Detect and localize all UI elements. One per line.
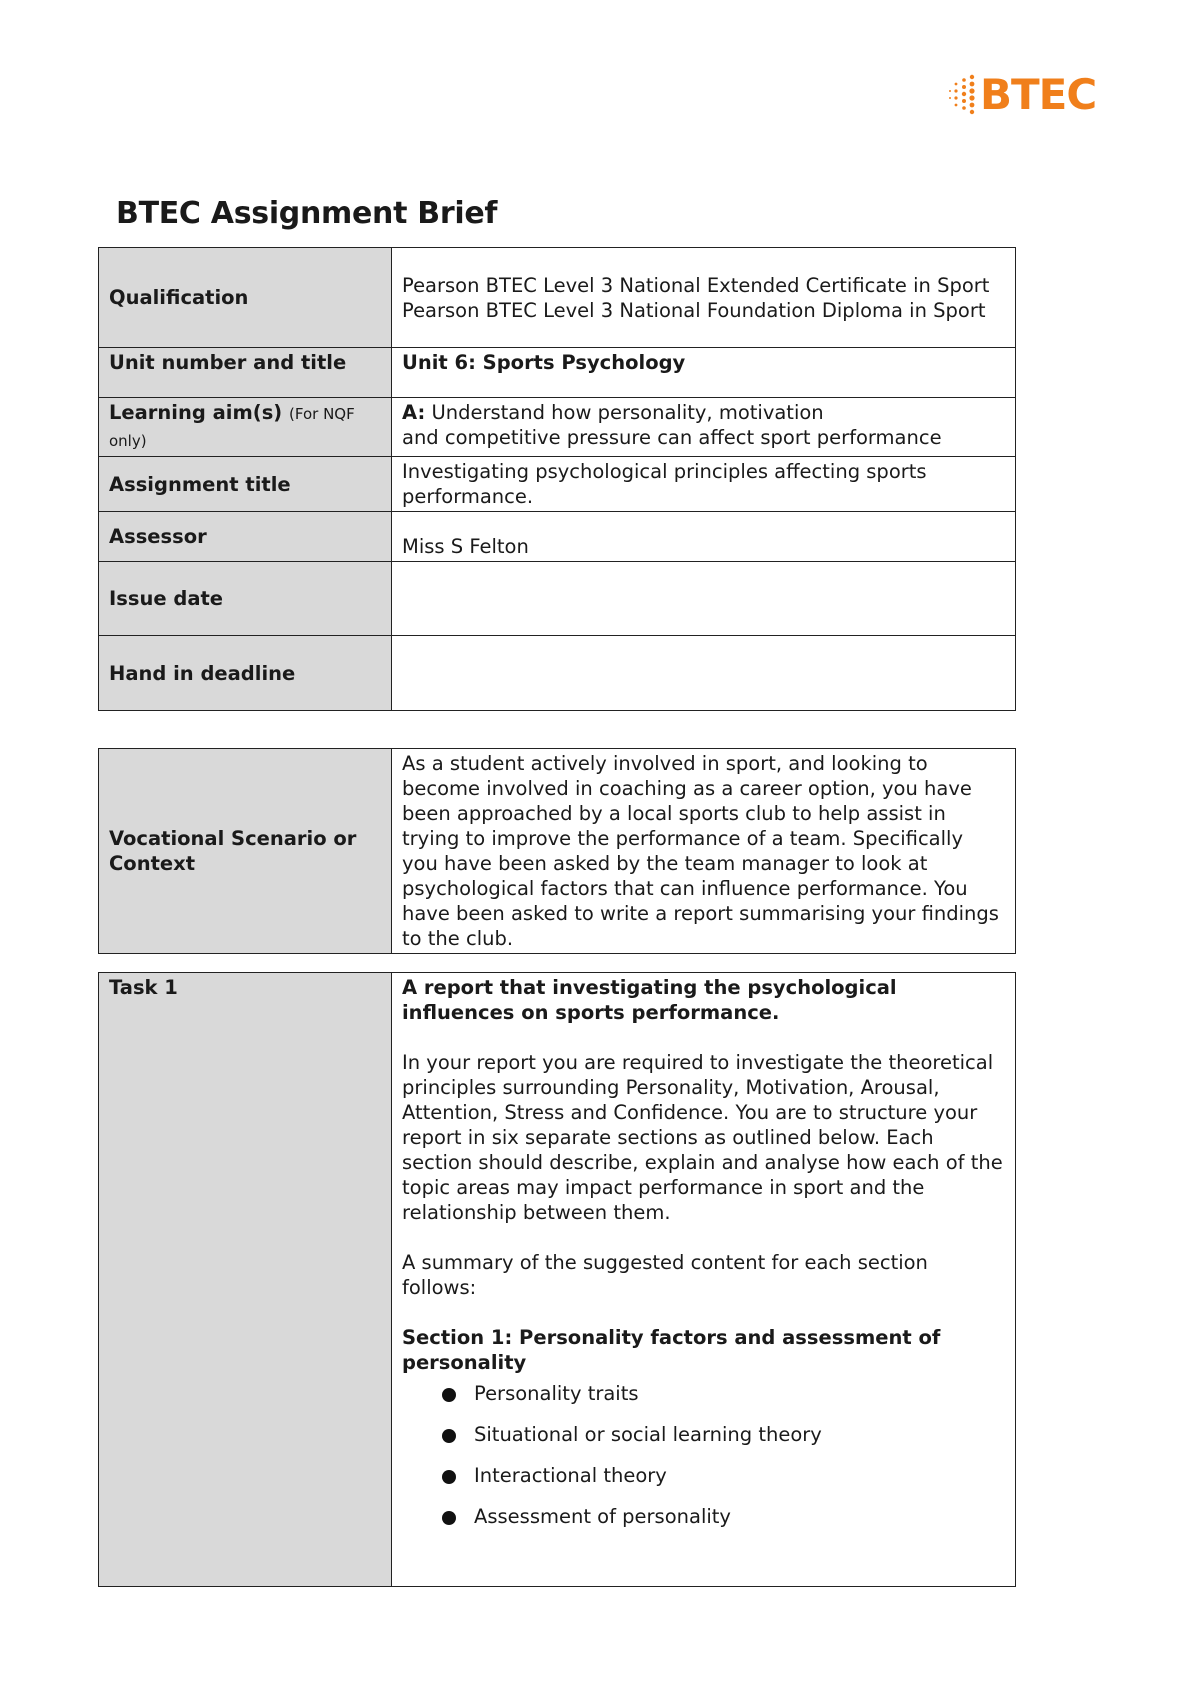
assignment-title-value: Investigating psychological principles affecting sports performance. — [392, 457, 1016, 512]
scenario-row — [99, 749, 1016, 954]
task-1-content — [392, 973, 1016, 1587]
deadline-value — [392, 636, 1016, 711]
issue-date-row — [99, 562, 1016, 636]
learning-aim-code: A: — [402, 401, 426, 424]
task-table — [98, 972, 1016, 1587]
task-1-row — [99, 973, 1016, 1587]
logo-text: BTEC — [980, 70, 1097, 119]
list-item: Interactional theory — [442, 1463, 1005, 1488]
scenario-table — [98, 748, 1016, 954]
list-item: Personality traits — [442, 1381, 1005, 1406]
task-1-label: Task 1 — [99, 973, 392, 1587]
task-1-heading: A report that investigating the psychological influences on sports performance. — [402, 976, 897, 1024]
deadline-label: Hand in deadline — [99, 636, 392, 711]
issue-date-value — [392, 562, 1016, 636]
list-item: Situational or social learning theory — [442, 1422, 1005, 1447]
page-title: BTEC Assignment Brief — [116, 196, 498, 231]
learning-aim-label-text: Learning aim(s) — [109, 401, 283, 424]
scenario-text: As a student actively involved in sport, and looking to become involved in coaching as a career option, you have been approached by a local sports club to help assist in trying to improve the performance of a team. Specifically you have been asked by the team manager to look at psychological factors that can influence performance. You have been asked to write a report summarising your findings to the club. — [392, 749, 1016, 954]
qualification-value — [392, 248, 1016, 348]
logo-dots-icon — [948, 73, 978, 117]
section-1-heading: Section 1: Personality factors and assessment of personality — [402, 1326, 941, 1374]
assignment-title-label: Assignment title — [99, 457, 392, 512]
qualification-row — [99, 248, 1016, 348]
learning-aim-note: (For NQF only) — [109, 405, 355, 450]
task-1-paragraph-2: A summary of the suggested content for each section follows: — [402, 1251, 928, 1299]
assessor-row — [99, 512, 1016, 562]
assessor-label: Assessor — [99, 512, 392, 562]
unit-label: Unit number and title — [99, 348, 392, 398]
unit-row — [99, 348, 1016, 398]
scenario-label: Vocational Scenario or Context — [99, 749, 392, 954]
issue-date-label: Issue date — [99, 562, 392, 636]
qualification-line-2: Pearson BTEC Level 3 National Foundation Diploma in Sport — [402, 298, 986, 322]
learning-aim-label — [99, 398, 392, 457]
task-1-paragraph-1: In your report you are required to investigate the theoretical principles surrounding Personality, Motivation, Arousal, Attention, Stress and Confidence. You are to structure your report in six separate sections as outlined below. Each section should describe, explain and analyse how each of the topic areas may impact performance in sport and the relationship between them. — [402, 1051, 1003, 1224]
assessor-value: Miss S Felton — [392, 512, 1016, 562]
unit-value: Unit 6: Sports Psychology — [392, 348, 1016, 398]
learning-aim-value — [392, 398, 1016, 457]
btec-logo — [948, 70, 1096, 119]
section-1-list — [402, 1381, 1005, 1529]
assignment-title-row — [99, 457, 1016, 512]
learning-aim-row — [99, 398, 1016, 457]
deadline-row — [99, 636, 1016, 711]
qualification-label: Qualification — [99, 248, 392, 348]
details-table — [98, 247, 1016, 711]
qualification-line-1: Pearson BTEC Level 3 National Extended Certificate in Sport — [402, 273, 990, 297]
list-item: Assessment of personality — [442, 1504, 1005, 1529]
learning-aim-line-1: Understand how personality, motivation — [431, 401, 824, 424]
learning-aim-line-2: and competitive pressure can affect sport performance — [402, 426, 942, 449]
